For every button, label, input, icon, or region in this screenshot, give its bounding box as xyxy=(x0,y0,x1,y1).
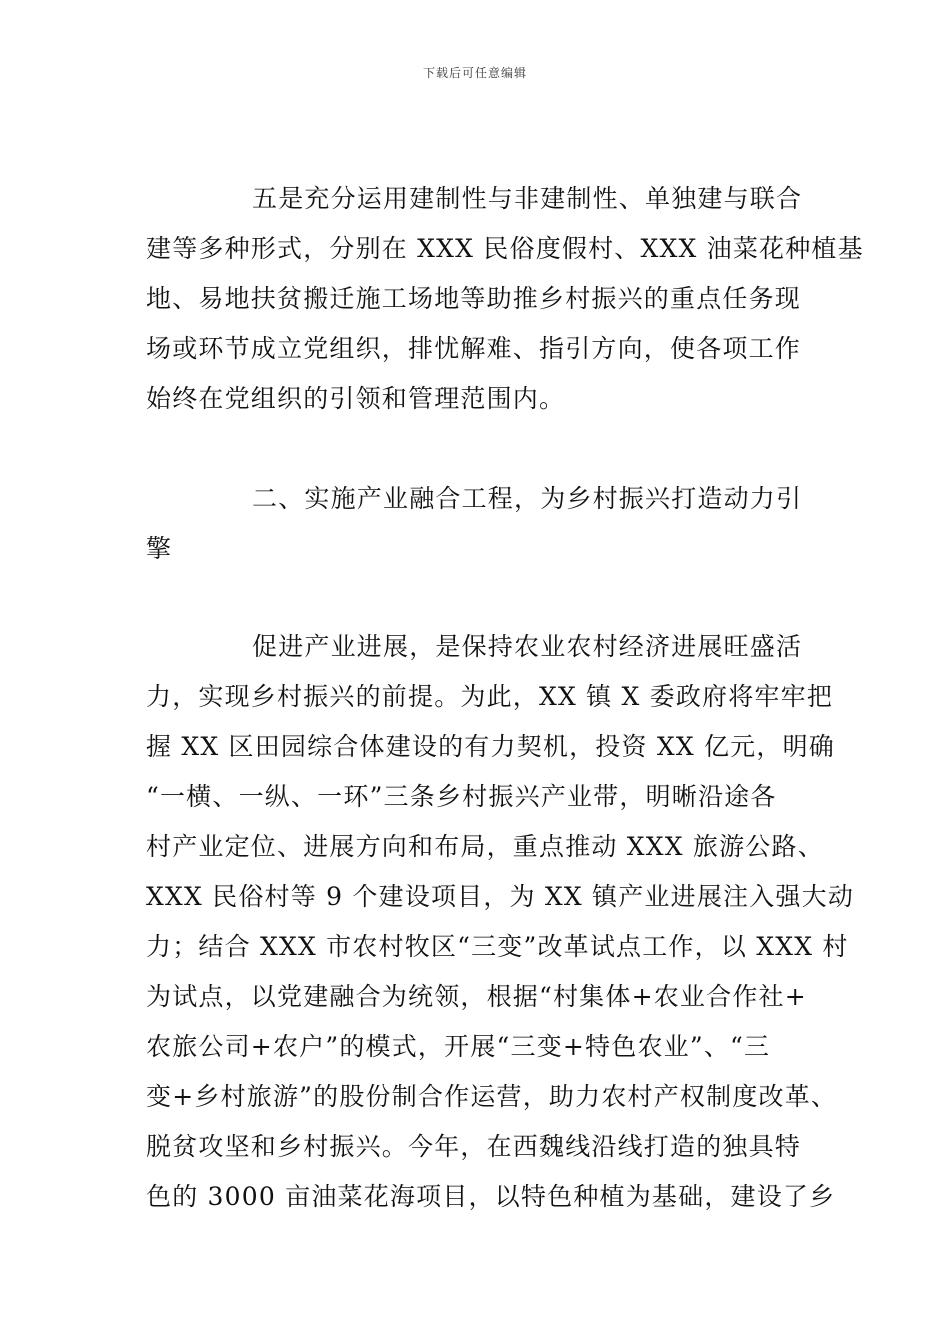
text-line: 地、易地扶贫搬迁施工场地等助推乡村振兴的重点任务现 xyxy=(146,284,802,313)
text-line: 色的 3000 亩油菜花海项目，以特色种植为基础，建设了乡 xyxy=(146,1182,836,1211)
text-line: 力；结合 XXX 市农村牧区“三变”改革试点工作，以 XXX 村 xyxy=(146,932,849,961)
text-line: 村产业定位、进展方向和布局，重点推动 XXX 旅游公路、 xyxy=(146,832,824,861)
text-line: 力，实现乡村振兴的前提。为此，XX 镇 X 委政府将牢牢把 xyxy=(146,682,834,711)
text-line: 农旅公司+农户”的模式，开展“三变+特色农业”、“三 xyxy=(146,1032,771,1061)
page-header: 下载后可任意编辑 xyxy=(422,66,527,80)
text-line: 五是充分运用建制性与非建制性、单独建与联合 xyxy=(252,184,803,213)
text-line: 握 XX 区田园综合体建设的有力契机，投资 XX 亿元，明确 xyxy=(146,732,835,761)
text-line: 擎 xyxy=(146,534,173,563)
text-line: 场或环节成立党组织，排忧解难、指引方向，使各项工作 xyxy=(146,334,802,363)
paragraph-industry-development xyxy=(146,622,855,1222)
section-heading xyxy=(146,474,806,574)
text-line: 建等多种形式，分别在 XXX 民俗度假村、XXX 油菜花种植基 xyxy=(146,234,864,263)
text-line: 为试点，以党建融合为统领，根据“村集体+农业合作社+ xyxy=(146,982,807,1011)
text-line: XXX 民俗村等 9 个建设项目，为 XX 镇产业进展注入强大动 xyxy=(146,882,855,911)
text-line: 二、实施产业融合工程，为乡村振兴打造动力引 xyxy=(252,484,803,513)
text-line: 促进产业进展，是保持农业农村经济进展旺盛活 xyxy=(252,632,803,661)
text-line: 始终在党组织的引领和管理范围内。 xyxy=(146,384,566,413)
text-line: 脱贫攻坚和乡村振兴。今年，在西魏线沿线打造的独具特 xyxy=(146,1132,802,1161)
paragraph-forms-of-party-organization xyxy=(146,174,864,424)
text-line: “一横、一纵、一环”三条乡村振兴产业带，明晰沿途各 xyxy=(146,782,777,811)
text-line: 变+乡村旅游”的股份制合作运营，助力农村产权制度改革、 xyxy=(146,1082,838,1111)
